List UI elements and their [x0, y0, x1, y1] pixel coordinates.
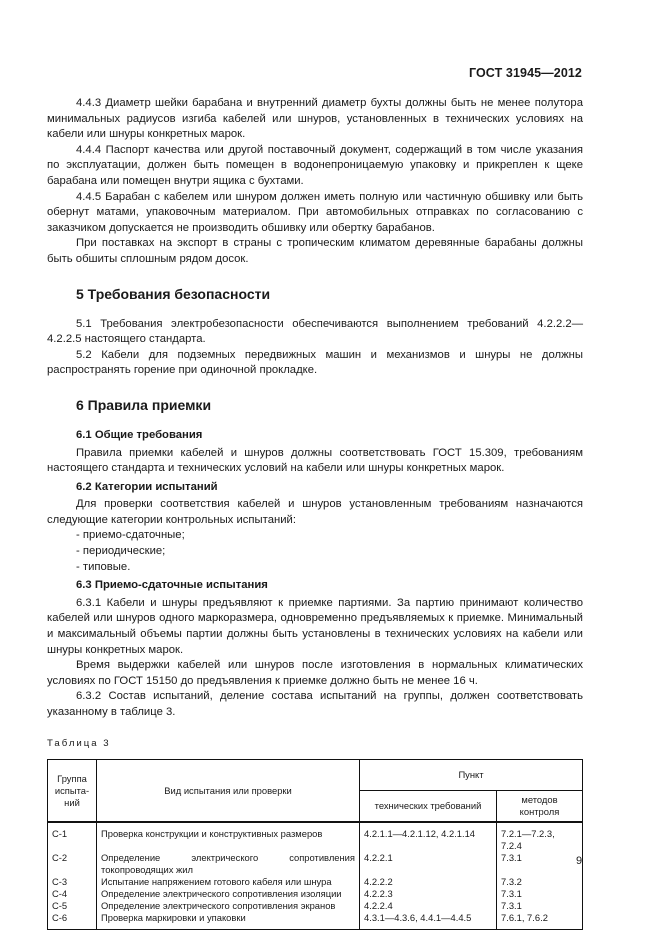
paragraph-6-3-1: 6.3.1 Кабели и шнуры предъявляют к приемке партиями. За партию принимают количество кабелей или шнуров одного маркоразмера, одновременно предъявляемых к приемке. Минимальный и максимальный объемы партии должны быть установлены в технических условиях на кабели или шнуры конкретных марок.: [47, 596, 583, 656]
cell-tech: 4.2.2.4: [360, 900, 497, 912]
table-row: [48, 912, 583, 930]
cell-methods: 7.2.1—7.2.3, 7.2.4: [497, 822, 583, 852]
cell-test-type: Испытание напряжением готового кабеля или шнура: [97, 876, 360, 888]
paragraph-6-1: Правила приемки кабелей и шнуров должны соответствовать ГОСТ 15.309, требованиям настоящего стандарта и технических условий на кабели или шнуры конкретных марок.: [47, 446, 583, 475]
header-clause: Пункт: [360, 760, 583, 791]
table-row: [48, 852, 583, 876]
section-6-3-heading: 6.3 Приемо-сдаточные испытания: [76, 579, 268, 592]
cell-test-type: Определение электрического сопротивления изоляции: [97, 888, 360, 900]
paragraph-6-3-2: 6.3.2 Состав испытаний, деление состава испытаний на группы, должен соответствовать указанному в таблице 3.: [47, 690, 583, 718]
cell-group: С-1: [48, 822, 97, 852]
header-group: Группа испыта-ний: [48, 760, 97, 823]
table-row: [48, 888, 583, 900]
list-item: - периодические;: [76, 545, 166, 558]
page-number: 9: [576, 855, 583, 867]
cell-methods: 7.3.1: [497, 900, 583, 912]
cell-group: С-4: [48, 888, 97, 900]
cell-tech: 4.2.2.2: [360, 876, 497, 888]
header-tech-requirements: технических требований: [360, 791, 497, 823]
cell-methods: 7.3.1: [497, 888, 583, 900]
paragraph-aging-time: Время выдержки кабелей или шнуров после изготовления в нормальных климатических условиях по ГОСТ 15150 до предъявления к приемке должно быть не менее 16 ч.: [47, 659, 583, 687]
cell-group: С-2: [48, 852, 97, 876]
cell-test-type: Проверка конструкции и конструктивных размеров: [97, 822, 360, 852]
cell-test-type: Проверка маркировки и упаковки: [97, 912, 360, 930]
cell-methods: 7.3.2: [497, 876, 583, 888]
paragraph-5-1: 5.1 Требования электробезопасности обеспечиваются выполнением требований 4.2.2.2—4.2.2.5 настоящего стандарта.: [47, 317, 583, 346]
cell-group: С-6: [48, 912, 97, 930]
paragraph-6-2: Для проверки соответствия кабелей и шнуров установленным требованиям назначаются следующие категории контрольных испытаний:: [47, 498, 583, 526]
cell-tech: 4.2.1.1—4.2.1.12, 4.2.1.14: [360, 822, 497, 852]
cell-tech: 4.2.2.1: [360, 852, 497, 876]
section-5-heading: 5 Требования безопасности: [76, 285, 271, 302]
section-6-1-heading: 6.1 Общие требования: [76, 428, 203, 441]
paragraph-5-2: 5.2 Кабели для подземных передвижных машин и механизмов и шнуры не должны распространять горение при одиночной прокладке.: [47, 348, 583, 377]
paragraph-export: При поставках на экспорт в страны с тропическим климатом деревянные барабаны должны быть обшиты сплошным рядом досок.: [47, 237, 583, 265]
page-content: [47, 96, 583, 930]
paragraph-4-4-3: 4.4.3 Диаметр шейки барабана и внутренний диаметр бухты должны быть не менее полутора минимальных радиусов изгиба кабелей или шнуров, установленных в технических условиях на кабели или шнуры конкретных марок.: [47, 97, 583, 141]
section-6-heading: 6 Правила приемки: [76, 396, 212, 413]
document-id-header: ГОСТ 31945—2012: [468, 66, 582, 80]
cell-tech: 4.2.2.3: [360, 888, 497, 900]
paragraph-4-4-4: 4.4.4 Паспорт качества или другой поставочный документ, содержащий в том числе указания по эксплуатации, должен быть помещен в водонепроницаемую упаковку и прикреплен к щеке барабана или помещен внутри ящика с бухтами.: [47, 143, 583, 187]
cell-test-type: Определение электрического сопротивления токопроводящих жил: [97, 852, 360, 876]
list-item: - приемо-сдаточные;: [76, 529, 185, 542]
section-6-2-heading: 6.2 Категории испытаний: [76, 480, 218, 493]
cell-tech: 4.3.1—4.3.6, 4.4.1—4.4.5: [360, 912, 497, 930]
list-item: - типовые.: [76, 560, 131, 573]
paragraph-4-4-5: 4.4.5 Барабан с кабелем или шнуром должен иметь полную или частичную обшивку или быть обернут матами, упаковочным материалом. При автомобильных отправках по согласованию с заказчиком допускается не производить обшивку или обертку барабанов.: [47, 190, 583, 234]
cell-methods: 7.3.1: [497, 852, 583, 876]
cell-test-type: Определение электрического сопротивления экранов: [97, 900, 360, 912]
table-3: [47, 759, 583, 930]
cell-methods: 7.6.1, 7.6.2: [497, 912, 583, 930]
cell-group: С-3: [48, 876, 97, 888]
table-row: [48, 822, 583, 852]
cell-group: С-5: [48, 900, 97, 912]
header-test-type: Вид испытания или проверки: [97, 760, 360, 823]
table-caption: Таблица 3: [47, 737, 111, 749]
table-row: [48, 876, 583, 888]
table-row: [48, 900, 583, 912]
header-control-methods: методов контроля: [497, 791, 583, 823]
